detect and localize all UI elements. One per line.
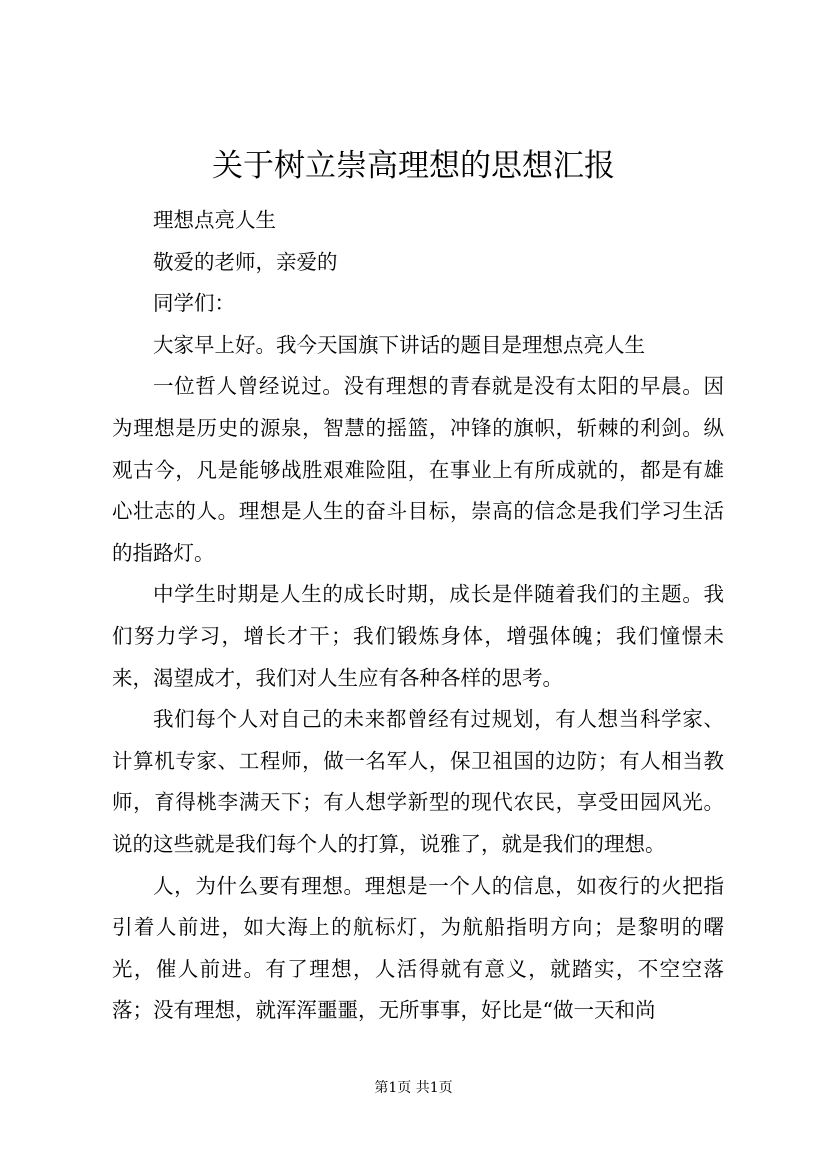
paragraph: 同学们： [153,291,235,316]
paragraph: 敬爱的老师，亲爱的 [153,249,338,274]
paragraph: 我们每个人对自己的未来都曾经有过规划，有人想当科学家、计算机专家、工程师，做一名军人，保卫祖国的边防；有人相当教师，育得桃李满天下；有人想学新型的现代农民，享受田园风光。说的这些就是我们每个人的打算，说雅了，就是我们的理想。 [112,707,724,856]
page-footer: 第1页 共1页 [374,1080,453,1096]
document-body [112,200,724,1032]
paragraph: 中学生时期是人生的成长时期，成长是伴随着我们的主题。我们努力学习，增长才干；我们锻炼身体，增强体魄；我们憧憬未来，渴望成才，我们对人生应有各种各样的思考。 [112,582,724,690]
paragraph: 理想点亮人生 [153,208,276,232]
document-title: 关于树立崇高理想的思想汇报 [212,148,615,184]
paragraph: 一位哲人曾经说过。没有理想的青春就是没有太阳的早晨。因为理想是历史的源泉，智慧的摇篮，冲锋的旗帜，斩棘的利剑。纵观古今，凡是能够战胜艰难险阻，在事业上有所成就的，都是有雄心壮志的人。理想是人生的奋斗目标，崇高的信念是我们学习生活的指路灯。 [112,374,724,565]
paragraph: 人，为什么要有理想。理想是一个人的信息，如夜行的火把指引着人前进，如大海上的航标灯，为航船指明方向；是黎明的曙光，催人前进。有了理想，人活得就有意义，就踏实，不空空落落；没有理想，就浑浑噩噩，无所事事，好比是“做一天和尚 [112,873,724,1023]
paragraph: 大家早上好。我今天国旗下讲话的题目是理想点亮人生 [153,332,645,357]
